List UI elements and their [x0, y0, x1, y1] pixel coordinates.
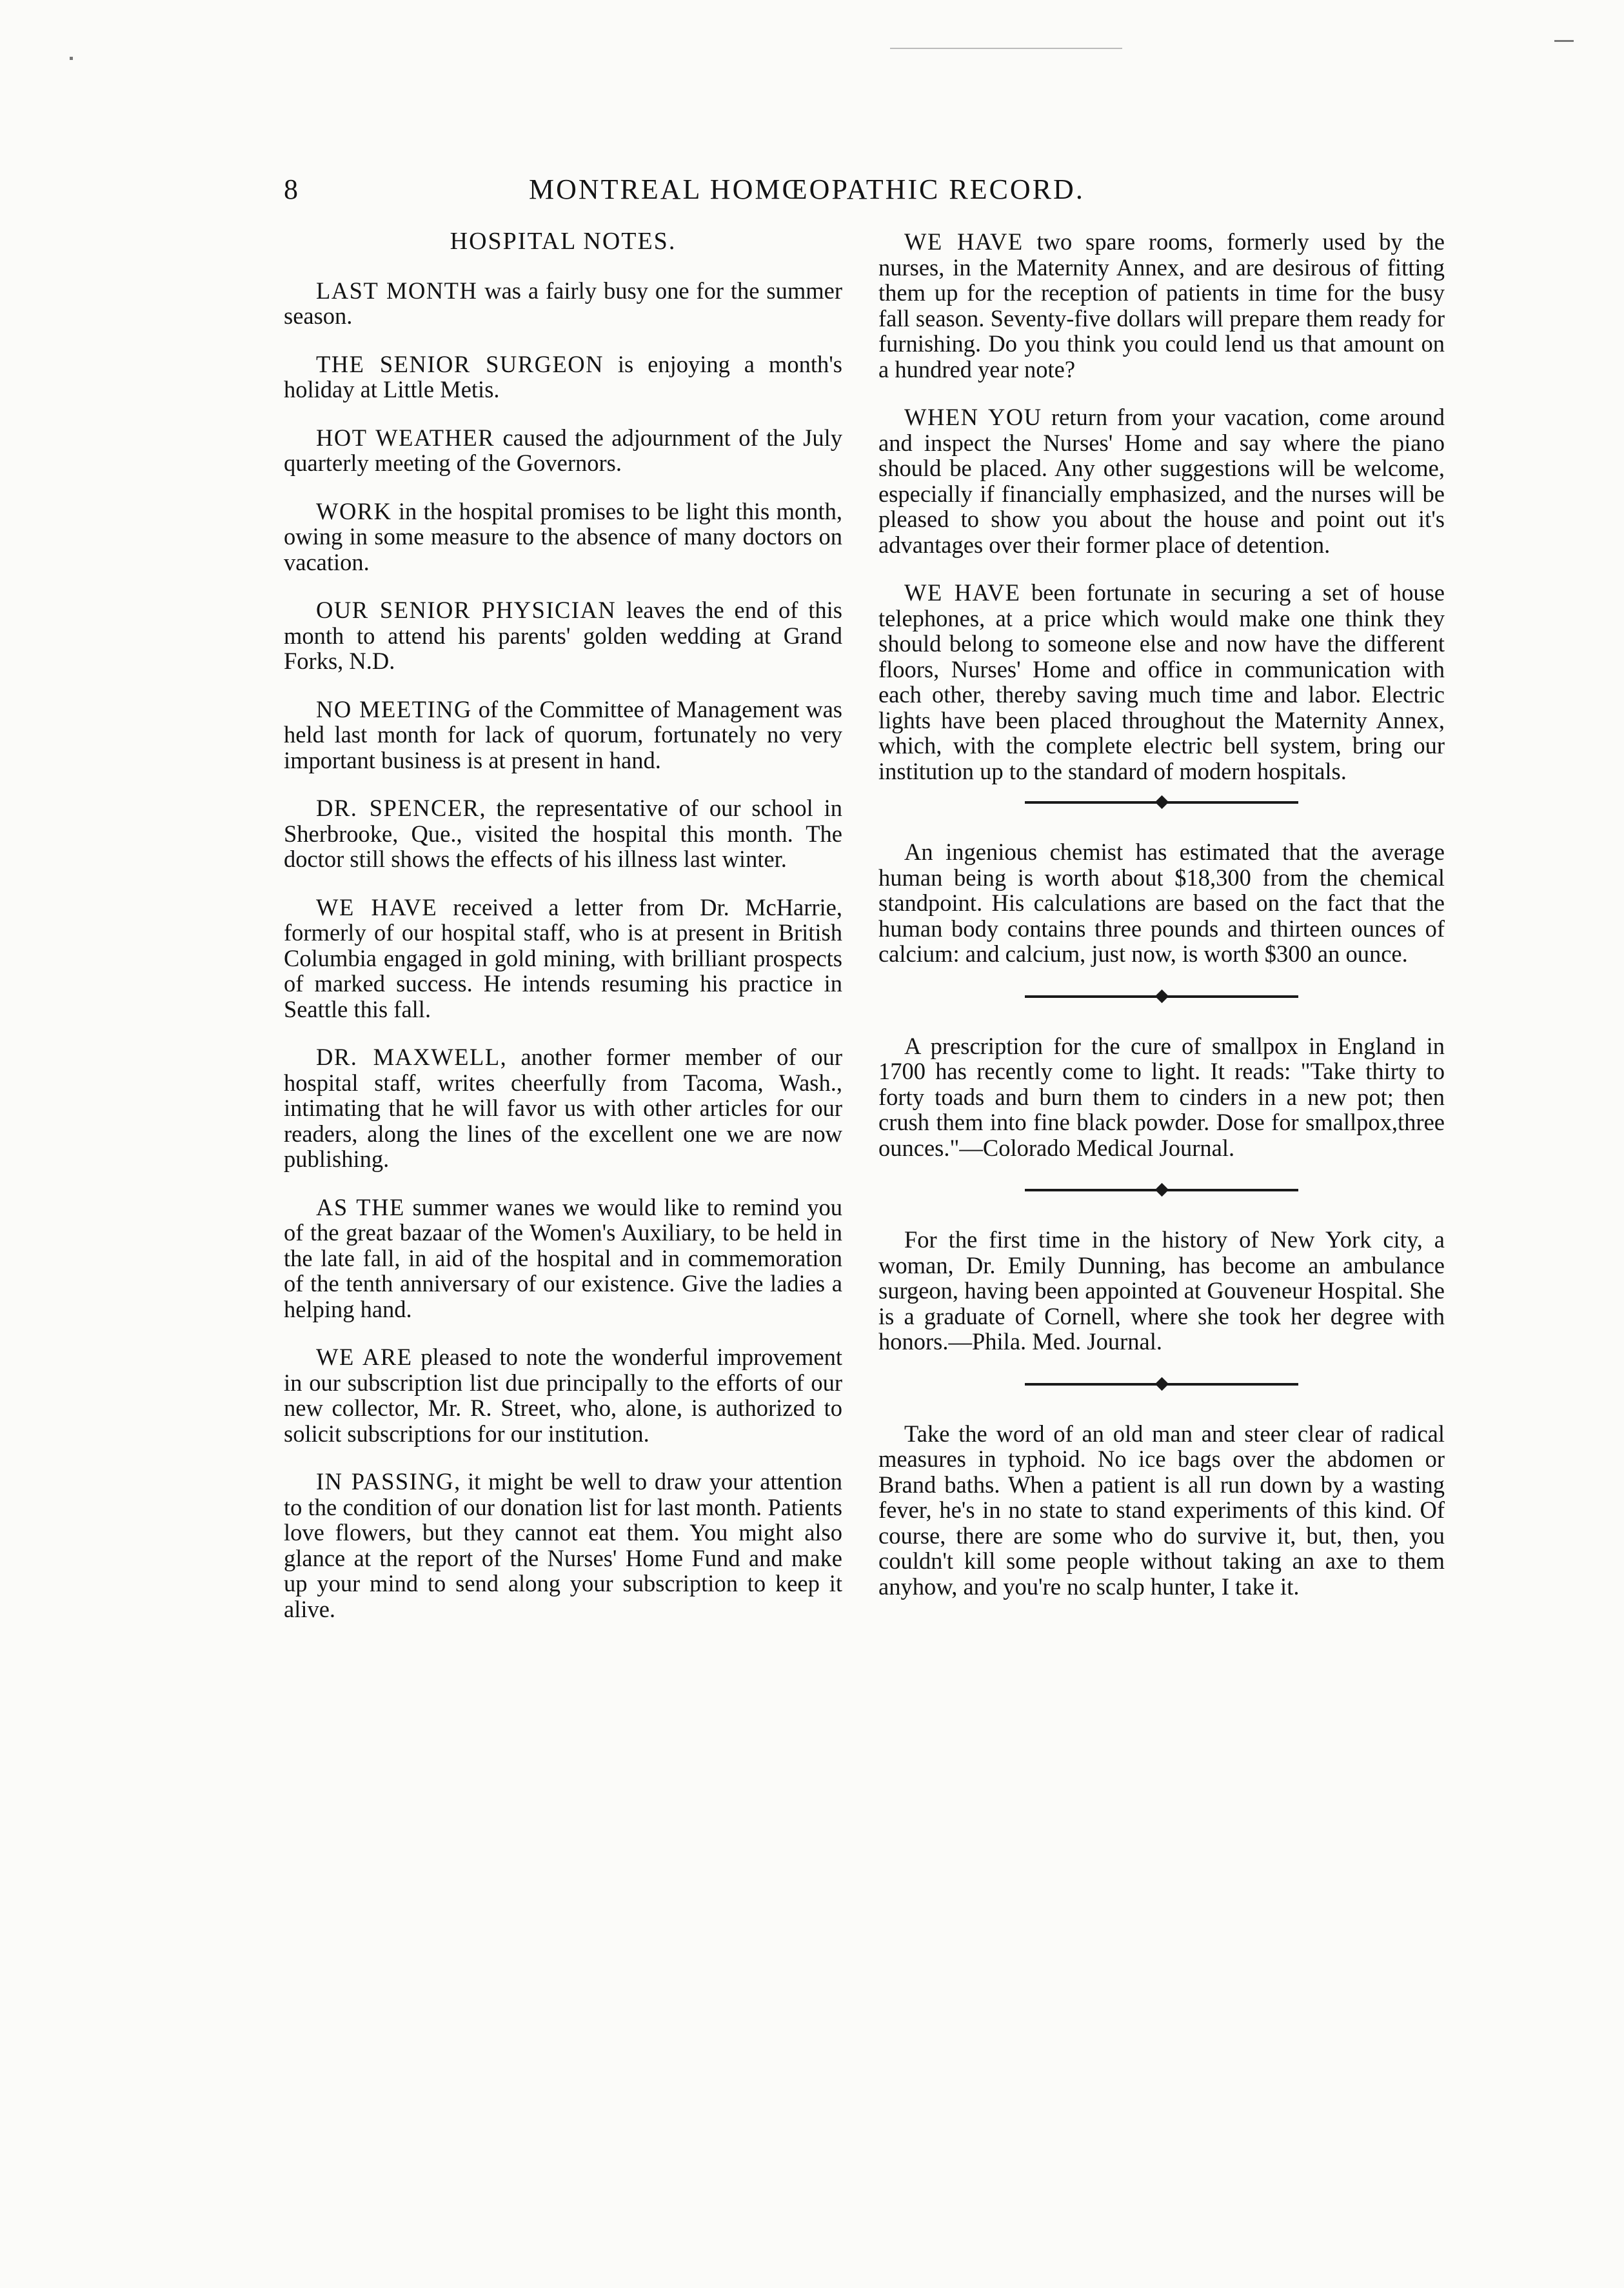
news-item: An ingenious chemist has estimated that the average human being is worth about $18,300 from the chemical standpoint. His calculations are based on the fact that the human body contains three pounds and thirteen ounces of calcium: and calcium, just now, is worth $300 an ounce. [878, 839, 1445, 967]
note-text: is enjoying a month's holiday at Little Metis. [284, 350, 842, 403]
scan-speck [70, 57, 73, 60]
hospital-note [284, 1195, 842, 1322]
section-divider [1025, 1183, 1298, 1197]
journal-title: MONTREAL HOMŒOPATHIC RECORD. [529, 174, 1085, 205]
news-item: Take the word of an old man and steer clear of radical measures in typhoid. No ice bags over the abdomen or Brand baths. When a patient is all run down by a wasting fever, he's in no state to stand experiments of this kind. Of course, there are some who do survive it, but, then, you couldn't kill some people without taking an axe to them anyhow, and you're no scalp hunter, I take it. [878, 1420, 1445, 1600]
note-text: of the Committee of Management was held last month for lack of quorum, fortunately no very important business is at present in hand. [284, 695, 842, 773]
page-number: 8 [284, 174, 299, 205]
note-text: in the hospital promises to be light this month, owing in some measure to the absence of many doctors on vacation. [284, 497, 842, 575]
note-text: , another former member of our hospital staff, writes cheerfully from Tacoma, Wash., intimating that he will favor us with other articles for our readers, along the lines of the excellent one we are now publishing. [284, 1044, 843, 1172]
note-lead: WE ARE [316, 1344, 413, 1370]
note-lead: WORK [316, 497, 392, 524]
note-lead: NO MEETING [316, 695, 472, 722]
hospital-note [284, 597, 842, 674]
hospital-note [284, 895, 842, 1022]
note-lead: DR. MAXWELL [316, 1044, 500, 1070]
hospital-note [284, 1344, 842, 1446]
hospital-note [284, 278, 842, 329]
note-lead: WE HAVE [904, 228, 1024, 255]
hospital-note [878, 229, 1445, 382]
section-divider [1025, 1377, 1298, 1391]
hospital-note [284, 352, 842, 403]
note-lead: IN PASSING [316, 1468, 455, 1495]
note-text: return from your vacation, come around and inspect the Nurses' Home and say where the piano should be placed. Any other suggestions will be welcome, especially if financially emphasized, and the nurses will be pleased to show you about the house and point out it's advantages over their former place of detention. [878, 404, 1445, 558]
note-text: , the representative of our school in Sherbrooke, Que., visited the hospital this month. The doctor still shows the effects of his illness last winter. [284, 795, 842, 872]
note-lead: DR. SPENCER [316, 795, 480, 821]
note-text: two spare rooms, formerly used by the nurses, in the Maternity Annex, and are desirous of fitting them up for the reception of patients in time for the busy fall season. Seventy-five dollars will prepare them ready for furnishing. Do you think you could lend us that amount on a hundred year note? [878, 228, 1445, 383]
note-text: was a fairly busy one for the summer season. [284, 277, 842, 329]
note-text: received a letter from Dr. McHarrie, formerly of our hospital staff, who is at present in British Columbia engaged in gold mining, with brilliant prospects of marked success. He intends resuming his practice in Seattle this fall. [284, 893, 843, 1022]
section-divider [1025, 990, 1298, 1004]
section-divider [1025, 795, 1298, 810]
note-lead: THE SENIOR SURGEON [316, 350, 604, 377]
hospital-note [878, 404, 1445, 557]
note-lead: LAST MONTH [316, 277, 478, 304]
left-column [284, 229, 842, 1644]
note-text: , it might be well to draw your attention to the condition of our donation list for last month. Patients love flowers, but they cannot eat them. You might also glance at the report of the Nurses' Home Fund and make up your mind to send along your subscription to keep it alive. [284, 1468, 842, 1622]
note-lead: WE HAVE [904, 579, 1021, 606]
hospital-note [284, 697, 842, 773]
hospital-note [284, 795, 842, 872]
hospital-note [284, 1469, 842, 1622]
hospital-note [284, 499, 842, 575]
note-text: summer wanes we would like to remind you of the great bazaar of the Women's Auxiliary, to be held in the late fall, in aid of the hospital and in commemoration of the tenth anniversary of our existence. Give the ladies a helping hand. [284, 1193, 842, 1322]
news-item: A prescription for the cure of smallpox in England in 1700 has recently come to light. It reads: "Take thirty to forty toads and burn them to cinders in a new pot; then crush them into fine black powder. Dose for smallpox,three ounces."—Colorado Medical Journal. [878, 1032, 1445, 1161]
news-item: For the first time in the history of New York city, a woman, Dr. Emily Dunning, has become an ambulance surgeon, having been appointed at Gouveneur Hospital. She is a graduate of Cornell, where she took her degree with honors.—Phila. Med. Journal. [878, 1226, 1445, 1355]
note-lead: HOT WEATHER [316, 424, 495, 451]
hospital-note [284, 1044, 842, 1172]
note-lead: AS THE [316, 1193, 405, 1220]
section-heading: HOSPITAL NOTES. [450, 228, 677, 255]
hospital-note [878, 580, 1445, 784]
scan-speck [1554, 40, 1574, 42]
note-lead: OUR SENIOR PHYSICIAN [316, 597, 617, 623]
hospital-note [284, 425, 842, 476]
note-text: been fortunate in securing a set of house telephones, at a price which would make one think they should belong to someone else and now have the different floors, Nurses' Home and office in communication with each other, thereby saving much time and labor. Electric lights have been placed throughout the Maternity Annex, which, with the complete electric bell system, bring our institution up to the standard of modern hospitals. [878, 579, 1445, 784]
right-column [878, 229, 1445, 1622]
note-text: leaves the end of this month to attend his parents' golden wedding at Grand Forks, N.D. [284, 597, 842, 674]
note-text: caused the adjournment of the July quarterly meeting of the Governors. [284, 424, 842, 476]
note-text: pleased to note the wonderful improvement in our subscription list due principally to the efforts of our new collector, Mr. R. Street, who, alone, is authorized to solicit subscriptions for our institution. [284, 1344, 842, 1447]
scan-speck [890, 48, 1122, 49]
page-header [284, 173, 1380, 218]
note-lead: WHEN YOU [904, 404, 1042, 430]
note-lead: WE HAVE [316, 893, 438, 920]
